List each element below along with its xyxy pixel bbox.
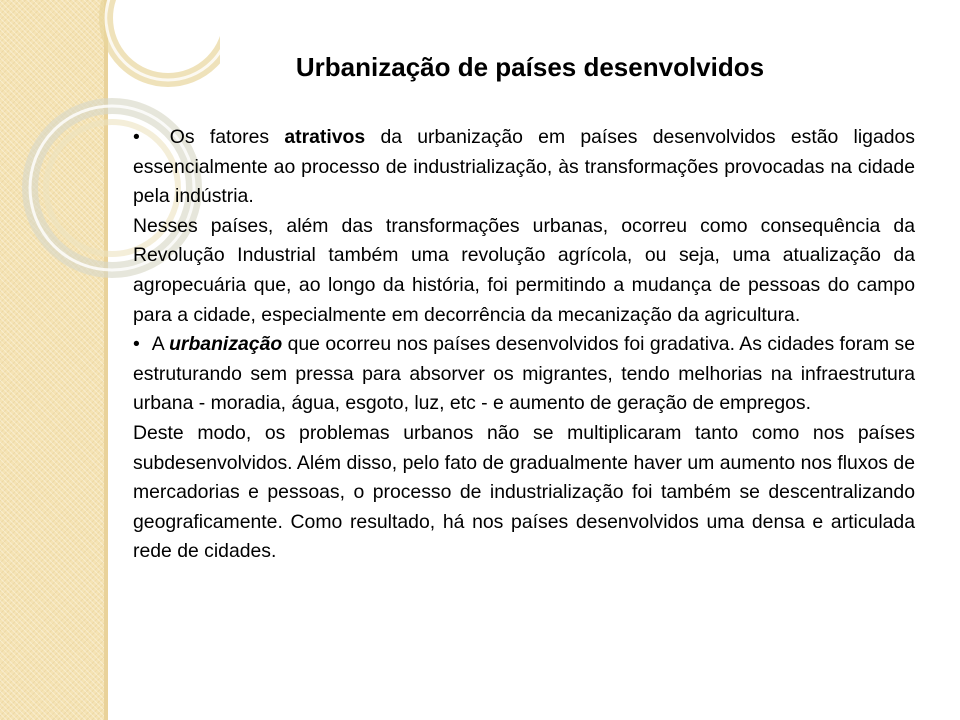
paragraph-2: Nesses países, além das transformações urbanas, ocorreu como consequência da Revolução Industrial também uma revolução agrícola, ou seja, uma atualização da agropecuária que, ao longo da história, foi permitindo a mudança de pessoas do campo para a cidade, especialmente em decorrência da mecanização da agricultura.	[133, 214, 915, 326]
body-text	[133, 123, 915, 567]
paragraph-1-bold-term: atrativos	[284, 126, 366, 148]
paragraph-1	[133, 123, 915, 212]
paragraph-3-text-before: A	[151, 333, 170, 356]
paragraph-4: Deste modo, os problemas urbanos não se multiplicaram tanto como nos países subdesenvolvidos. Além disso, pelo fato de gradualmente haver um aumento nos fluxos de mercadorias e pessoas, o processo de industrialização foi também se descentralizando geograficamente. Como resultado, há nos países desenvolvidos uma densa e articulada rede de cidades.	[133, 421, 915, 563]
paragraph-3	[133, 330, 915, 419]
paragraph-1-text-after: da urbanização em países desenvolvidos estão ligados essencialmente ao processo de industrialização, às transformações provocadas na cidade pela indústria.	[133, 126, 915, 208]
paragraph-3-text-after: que ocorreu nos países desenvolvidos foi gradativa. As cidades foram se estruturando sem pressa para absorver os migrantes, tendo melhorias na infraestrutura urbana - moradia, água, esgoto, luz, etc - e aumento de geração de empregos.	[133, 333, 915, 415]
page-title: Urbanização de países desenvolvidos	[295, 52, 765, 82]
paragraph-1-text-before: Os fatores	[169, 126, 285, 148]
paragraph-3-bold-italic-term: urbanização	[169, 333, 283, 356]
bullet-marker: •	[133, 333, 140, 356]
bullet-marker: •	[133, 126, 140, 148]
